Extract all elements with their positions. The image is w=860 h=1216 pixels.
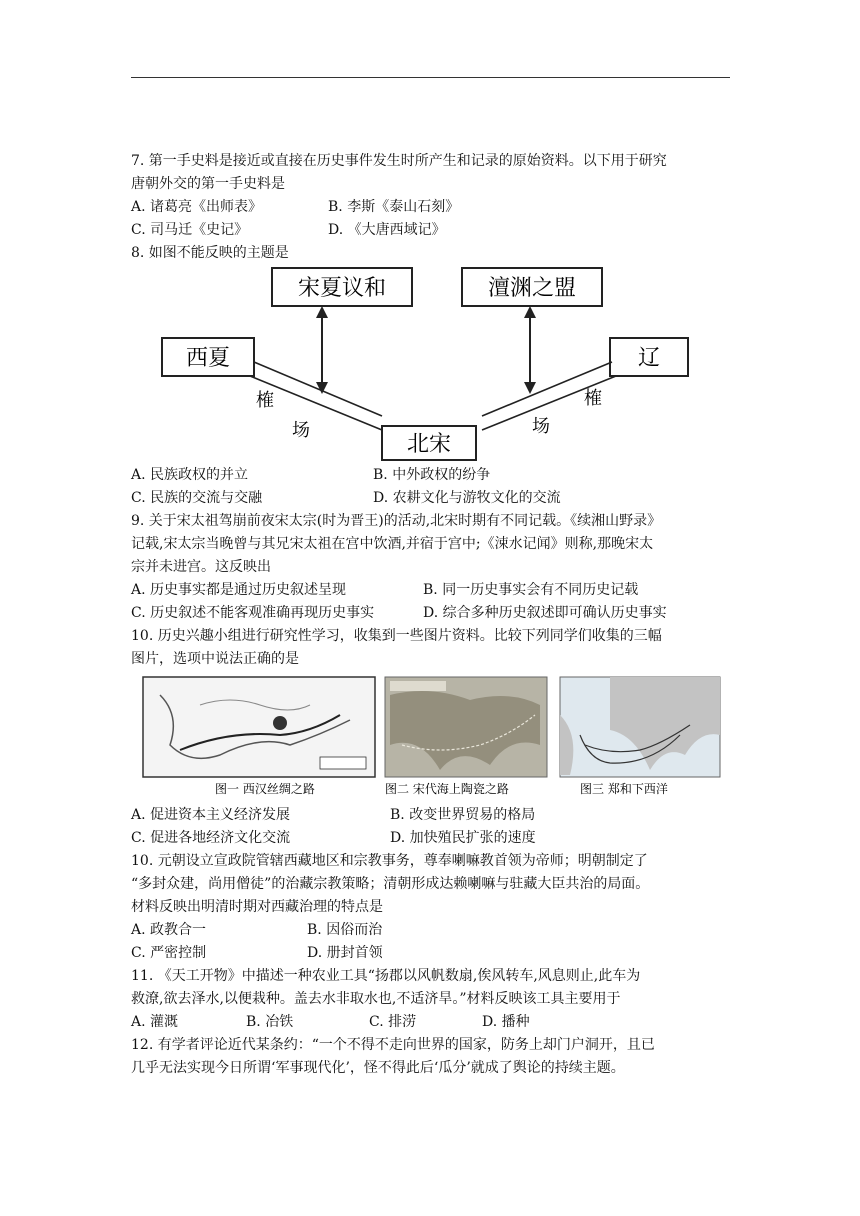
q8-option-b: B. 中外政权的纷争 [373, 467, 491, 483]
label-que-left: 榷 [256, 390, 274, 411]
q9-stem-line-3: 宗并未进宫。这反映出 [131, 559, 271, 575]
q10a-option-d: D. 加快殖民扩张的速度 [390, 830, 536, 846]
q11-option-a: A. 灌溉 [131, 1014, 179, 1030]
q10a-option-b: B. 改变世界贸易的格局 [390, 807, 536, 823]
q8-option-a: A. 民族政权的并立 [131, 467, 249, 483]
q11-option-d: D. 播种 [482, 1014, 530, 1030]
q9-option-b: B. 同一历史事实会有不同历史记载 [423, 582, 639, 598]
q8-trade-diagram [160, 266, 690, 462]
q10b-option-b: B. 因俗而治 [307, 922, 383, 938]
q11-stem-line-1: 11. 《天工开物》中描述一种农业工具“扬郡以风帆数扇,俟风转车,风息则止,此车为 [131, 968, 641, 984]
q10a-stem-line-2: 图片，选项中说法正确的是 [131, 651, 299, 667]
q9-option-d: D. 综合多种历史叙述即可确认历史事实 [423, 605, 667, 621]
q7-stem-line-2: 唐朝外交的第一手史料是 [131, 176, 285, 192]
box-song-xia-peace-text: 宋夏议和 [297, 276, 387, 301]
box-liao-text: 辽 [637, 346, 661, 371]
q10b-option-c: C. 严密控制 [131, 945, 207, 961]
q8-stem: 8. 如图不能反映的主题是 [131, 245, 289, 261]
q12-stem-line-2: 几乎无法实现今日所谓‘军事现代化’，怪不得此后‘瓜分’就成了舆论的持续主题。 [131, 1060, 625, 1076]
q10b-option-a: A. 政教合一 [131, 922, 207, 938]
map-zheng-he-voyages [560, 677, 720, 777]
q11-option-c: C. 排涝 [369, 1014, 417, 1030]
q10-map-images [140, 675, 730, 800]
q9-stem-line-1: 9. 关于宋太祖驾崩前夜宋太宗(时为晋王)的活动,北宋时期有不同记载。《续湘山野录》 [131, 513, 662, 529]
map-silk-road [143, 677, 375, 777]
q10b-stem-line-3: 材料反映出明清时期对西藏治理的特点是 [131, 899, 383, 915]
caption-fig3: 图三 郑和下西洋 [580, 782, 668, 796]
box-western-xia-text: 西夏 [185, 346, 231, 371]
q9-option-a: A. 历史事实都是通过历史叙述呈现 [131, 582, 347, 598]
label-chang-left: 场 [292, 420, 310, 441]
q12-stem-line-1: 12. 有学者评论近代某条约：“一个不得不走向世界的国家，防务上却门户洞开，且已 [131, 1037, 655, 1053]
map-maritime-ceramic-road [385, 677, 547, 777]
q7-option-d: D. 《大唐西域记》 [328, 222, 446, 238]
q10b-stem-line-1: 10. 元朝设立宣政院管辖西藏地区和宗教事务，尊奉喇嘛教首领为帝师；明朝制定了 [131, 853, 648, 869]
label-que-right: 榷 [584, 388, 602, 409]
q10a-option-a: A. 促进资本主义经济发展 [131, 807, 291, 823]
q10a-stem-line-1: 10. 历史兴趣小组进行研究性学习，收集到一些图片资料。比较下列同学们收集的三幅 [131, 628, 662, 644]
q9-option-c: C. 历史叙述不能客观准确再现历史事实 [131, 605, 375, 621]
q7-option-c: C. 司马迁《史记》 [131, 222, 249, 238]
box-chanyuan-treaty-text: 澶渊之盟 [487, 276, 577, 301]
header-rule [131, 77, 730, 78]
label-chang-right: 场 [532, 416, 550, 437]
q10b-option-d: D. 册封首领 [307, 945, 383, 961]
caption-fig2: 图二 宋代海上陶瓷之路 [385, 782, 509, 796]
caption-fig1: 图一 西汉丝绸之路 [215, 782, 315, 796]
box-northern-song-text: 北宋 [406, 432, 452, 457]
q8-option-d: D. 农耕文化与游牧文化的交流 [373, 490, 561, 506]
q7-option-b: B. 李斯《泰山石刻》 [328, 199, 460, 215]
q11-option-b: B. 冶铁 [246, 1014, 294, 1030]
q7-option-a: A. 诸葛亮《出师表》 [131, 199, 263, 215]
q10b-stem-line-2: “多封众建，尚用僧徒”的治藏宗教策略；清朝形成达赖喇嘛与驻藏大臣共治的局面。 [131, 876, 650, 892]
q7-stem-line-1: 7. 第一手史料是接近或直接在历史事件发生时所产生和记录的原始资料。以下用于研究 [131, 153, 667, 169]
q11-stem-line-2: 救潦,欲去泽水,以便栽种。盖去水非取水也,不适济旱。”材料反映该工具主要用于 [131, 991, 621, 1007]
q8-option-c: C. 民族的交流与交融 [131, 490, 263, 506]
q9-stem-line-2: 记载,宋太宗当晚曾与其兄宋太祖在宫中饮酒,并宿于宫中;《涑水记闻》则称,那晚宋太 [131, 536, 654, 552]
q10a-option-c: C. 促进各地经济文化交流 [131, 830, 291, 846]
